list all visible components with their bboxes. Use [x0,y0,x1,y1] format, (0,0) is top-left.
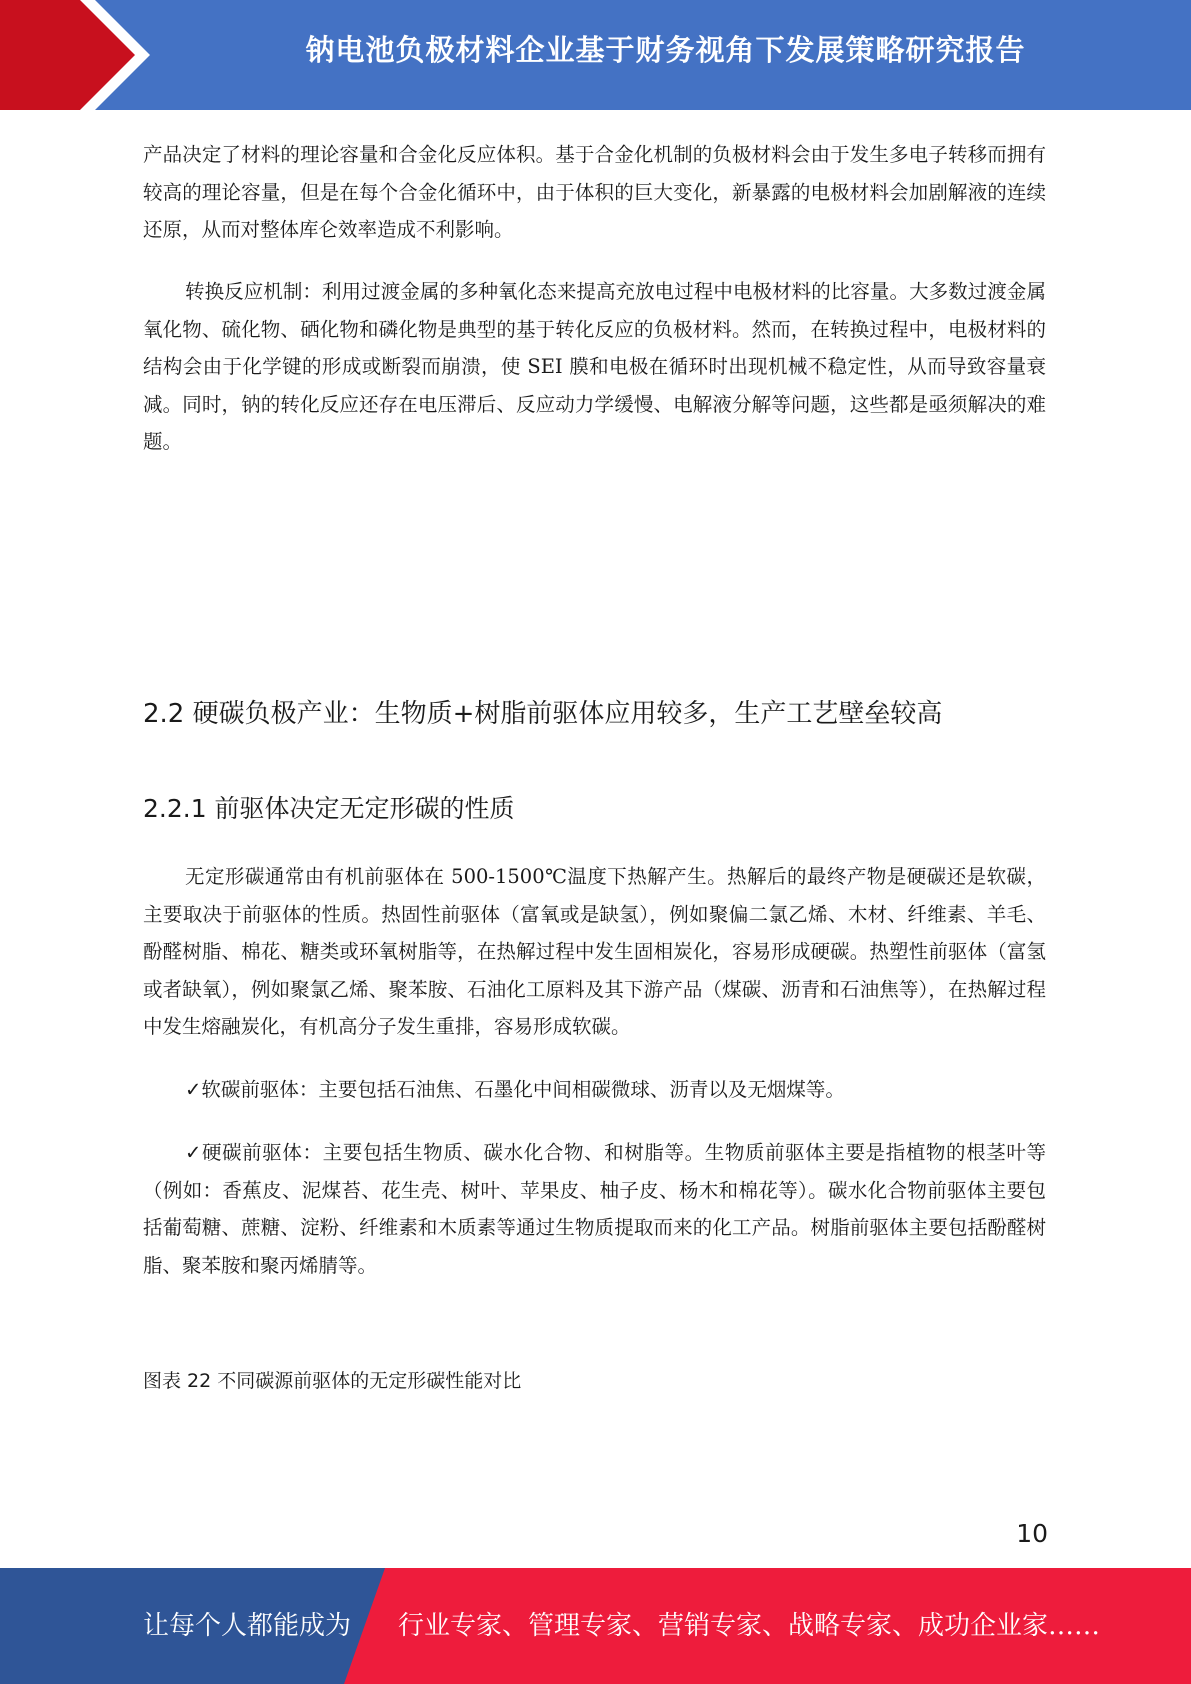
footer-slogan-right: 行业专家、管理专家、营销专家、战略专家、成功企业家…… [398,1611,1101,1641]
page-number: 10 [1016,1519,1048,1548]
figure-caption: 图表 22 不同碳源前驱体的无定形碳性能对比 [143,1370,522,1392]
paragraph-conversion-mechanism: 转换反应机制：利用过渡金属的多种氧化态来提高充放电过程中电极材料的比容量。大多数过渡金属氧化物、硫化物、硒化物和磷化物是典型的基于转化反应的负极材料。然而，在转换过程中，电极材料的结构会由于化学键的形成或断裂而崩溃，使 SEI 膜和电极在循环时出现机械不稳定性，从而导致容量衰减。同时，钠的转化反应还存在电压滞后、反应动力学缓慢、电解液分解等问题，这些都是亟须解决的难题。 [143,280,1046,453]
footer-slogan-left: 让每个人都能成为 [143,1611,352,1641]
bullet-soft-carbon-text: 软碳前驱体：主要包括石油焦、石墨化中间相碳微球、沥青以及无烟煤等。 [201,1078,845,1101]
bullet-soft-carbon-precursor [143,1071,1046,1109]
bullet-hard-carbon-precursor [143,1134,1046,1284]
page-footer [0,1568,1191,1684]
bullet-hard-carbon-text: 硬碳前驱体：主要包括生物质、碳水化合物、和树脂等。生物质前驱体主要是指植物的根茎叶等（例如：香蕉皮、泥煤苔、花生壳、树叶、苹果皮、柚子皮、杨木和棉花等）。碳水化合物前驱体主要包括葡萄糖、蔗糖、淀粉、纤维素和木质素等通过生物质提取而来的化工产品。树脂前驱体主要包括酚醛树脂、聚苯胺和聚丙烯腈等。 [143,1141,1046,1277]
check-mark-icon: ✓ [185,1078,202,1101]
report-title: 钠电池负极材料企业基于财务视角下发展策略研究报告 [305,33,1026,67]
page-header [0,0,1191,110]
paragraph-alloy-continuation: 产品决定了材料的理论容量和合金化反应体积。基于合金化机制的负极材料会由于发生多电子转移而拥有较高的理论容量，但是在每个合金化循环中，由于体积的巨大变化，新暴露的电极材料会加剧解液的连续还原，从而对整体库仑效率造成不利影响。 [143,143,1046,241]
section-heading-2-2: 2.2 硬碳负极产业：生物质+树脂前驱体应用较多，生产工艺壁垒较高 [143,699,943,729]
paragraph-amorphous-carbon: 无定形碳通常由有机前驱体在 500-1500℃温度下热解产生。热解后的最终产物是硬碳还是软碳，主要取决于前驱体的性质。热固性前驱体（富氧或是缺氢），例如聚偏二氯乙烯、木材、纤维素、羊毛、酚醛树脂、棉花、糖类或环氧树脂等，在热解过程中发生固相炭化，容易形成硬碳。热塑性前驱体（富氢或者缺氧），例如聚氯乙烯、聚苯胺、石油化工原料及其下游产品（煤碳、沥青和石油焦等），在热解过程中发生熔融炭化，有机高分子发生重排，容易形成软碳。 [143,865,1046,1038]
section-heading-2-2-1: 2.2.1 前驱体决定无定形碳的性质 [143,794,515,823]
check-mark-icon: ✓ [185,1141,202,1164]
